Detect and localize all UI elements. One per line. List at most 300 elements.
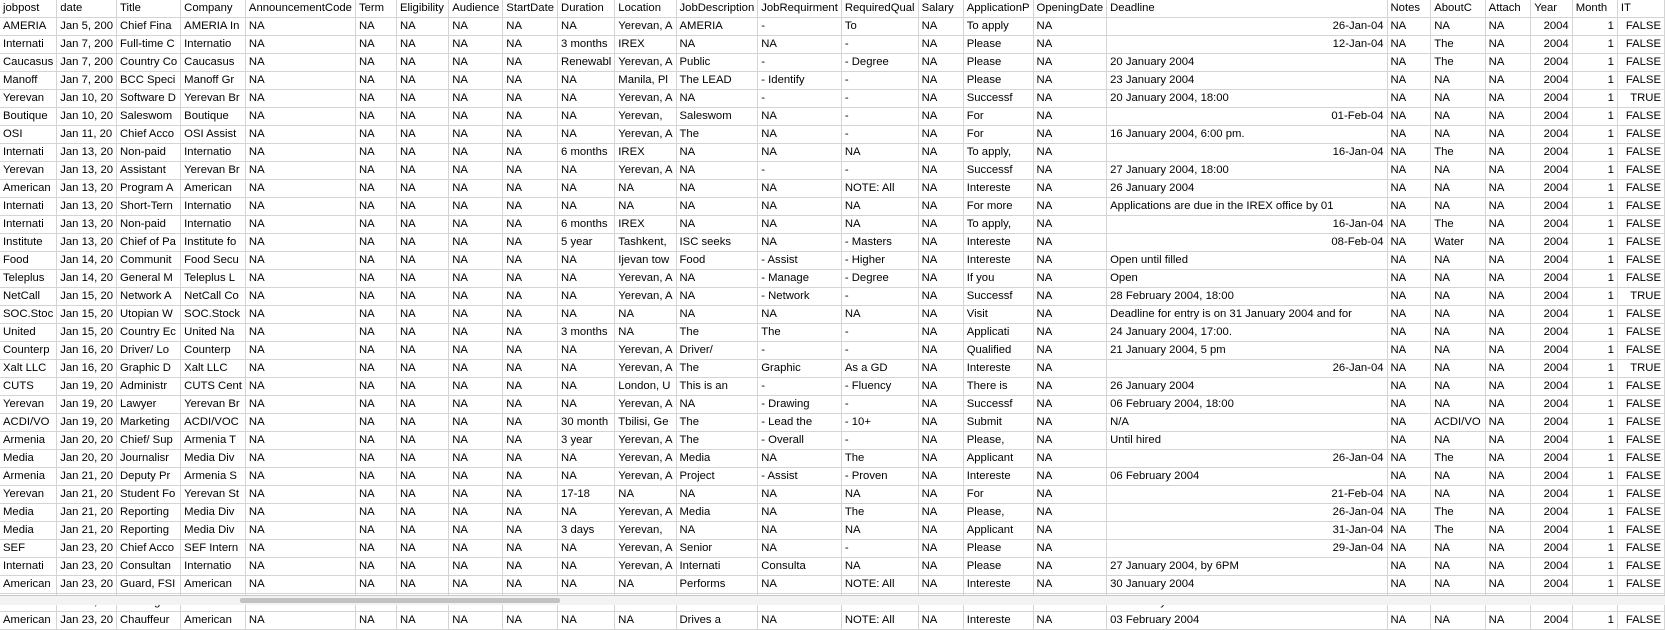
table-cell[interactable]: NA [1033, 360, 1107, 378]
table-cell[interactable]: NA [449, 162, 503, 180]
table-cell[interactable]: NA [449, 306, 503, 324]
table-cell[interactable]: NA [245, 288, 355, 306]
table-cell[interactable]: NA [355, 612, 396, 630]
table-cell[interactable]: 1 [1572, 288, 1617, 306]
table-cell[interactable]: Senior [676, 540, 758, 558]
header-cell[interactable]: Title [117, 0, 181, 18]
table-cell[interactable]: Short-Tern [117, 198, 181, 216]
table-cell[interactable]: - [841, 540, 918, 558]
table-cell[interactable]: Chief Fina [117, 18, 181, 36]
table-cell[interactable]: NA [245, 216, 355, 234]
table-cell[interactable]: NA [1033, 108, 1107, 126]
table-cell[interactable]: NA [397, 36, 449, 54]
table-cell[interactable]: 2004 [1531, 414, 1572, 432]
table-cell[interactable]: Internati [0, 216, 57, 234]
table-cell[interactable]: Tashkent, [615, 234, 676, 252]
table-cell[interactable]: NA [397, 270, 449, 288]
table-cell[interactable]: NA [1485, 486, 1531, 504]
table-cell[interactable]: Internatio [181, 144, 246, 162]
table-cell[interactable]: NA [245, 414, 355, 432]
table-cell[interactable]: NA [1387, 198, 1431, 216]
table-cell[interactable]: NA [355, 54, 396, 72]
table-cell[interactable]: General M [117, 270, 181, 288]
table-cell[interactable]: NA [841, 144, 918, 162]
table-cell[interactable]: NA [758, 198, 842, 216]
table-cell[interactable]: Counterp [0, 342, 57, 360]
table-cell[interactable]: NA [397, 540, 449, 558]
table-cell[interactable]: - [758, 342, 842, 360]
table-cell[interactable]: Applicant [963, 522, 1033, 540]
table-cell[interactable]: NA [503, 324, 558, 342]
table-cell[interactable]: NA [449, 450, 503, 468]
table-cell[interactable]: Caucasus [0, 54, 57, 72]
table-cell[interactable]: 6 months [558, 216, 615, 234]
table-cell[interactable]: Program A [117, 180, 181, 198]
table-cell[interactable]: NA [1485, 54, 1531, 72]
table-cell[interactable]: SOC.Stock [181, 306, 246, 324]
table-cell[interactable]: Yerevan [0, 162, 57, 180]
table-cell[interactable]: NA [1431, 360, 1485, 378]
table-cell[interactable]: For [963, 486, 1033, 504]
table-cell[interactable]: NA [1485, 288, 1531, 306]
table-cell[interactable]: NA [1387, 576, 1431, 594]
table-cell[interactable]: Food [676, 252, 758, 270]
table-cell[interactable]: FALSE [1617, 486, 1664, 504]
table-cell[interactable]: American [181, 612, 246, 630]
table-cell[interactable]: Internati [0, 558, 57, 576]
table-cell[interactable]: Jan 21, 20 [57, 486, 117, 504]
table-cell[interactable]: NA [449, 360, 503, 378]
table-cell[interactable]: 16 January 2004, 6:00 pm. [1107, 126, 1387, 144]
table-cell[interactable]: NA [449, 540, 503, 558]
table-cell[interactable]: NA [1485, 540, 1531, 558]
table-cell[interactable]: Performs [676, 576, 758, 594]
table-cell[interactable]: Yerevan [0, 486, 57, 504]
table-cell[interactable]: Jan 7, 200 [57, 54, 117, 72]
header-cell[interactable]: AnnouncementCode [245, 0, 355, 18]
table-cell[interactable]: NA [1431, 270, 1485, 288]
table-cell[interactable]: NA [355, 270, 396, 288]
table-cell[interactable]: Media [0, 522, 57, 540]
table-cell[interactable]: NA [1485, 576, 1531, 594]
table-cell[interactable]: NA [449, 468, 503, 486]
table-cell[interactable]: NA [355, 576, 396, 594]
table-cell[interactable]: To apply, [963, 216, 1033, 234]
table-cell[interactable]: FALSE [1617, 72, 1664, 90]
table-cell[interactable]: NA [918, 180, 963, 198]
header-cell[interactable]: OpeningDate [1033, 0, 1107, 18]
table-cell[interactable]: The [676, 126, 758, 144]
table-cell[interactable]: To [841, 18, 918, 36]
table-cell[interactable]: NA [918, 252, 963, 270]
table-cell[interactable]: NA [558, 288, 615, 306]
table-cell[interactable]: To apply [963, 18, 1033, 36]
table-cell[interactable]: NA [449, 216, 503, 234]
table-cell[interactable]: NA [397, 252, 449, 270]
table-cell[interactable]: Counterp [181, 342, 246, 360]
table-cell[interactable]: Country Co [117, 54, 181, 72]
table-cell[interactable]: NA [918, 378, 963, 396]
table-cell[interactable]: NA [1431, 162, 1485, 180]
table-cell[interactable]: NA [1485, 162, 1531, 180]
table-cell[interactable]: Yerevan, A [615, 504, 676, 522]
table-cell[interactable]: - Masters [841, 234, 918, 252]
table-cell[interactable]: - [841, 36, 918, 54]
table-cell[interactable]: NA [245, 396, 355, 414]
table-cell[interactable]: NA [355, 432, 396, 450]
table-cell[interactable]: 26 January 2004 [1107, 378, 1387, 396]
table-cell[interactable]: Yerevan St [181, 486, 246, 504]
table-cell[interactable]: NA [397, 504, 449, 522]
table-cell[interactable]: NA [676, 216, 758, 234]
table-cell[interactable]: Institute fo [181, 234, 246, 252]
table-cell[interactable]: Successf [963, 90, 1033, 108]
table-cell[interactable]: ACDI/VO [0, 414, 57, 432]
table-cell[interactable]: NA [245, 108, 355, 126]
table-cell[interactable]: - [841, 162, 918, 180]
table-cell[interactable]: Jan 23, 20 [57, 540, 117, 558]
table-cell[interactable]: FALSE [1617, 504, 1664, 522]
table-cell[interactable]: FALSE [1617, 18, 1664, 36]
table-cell[interactable]: NA [503, 450, 558, 468]
table-cell[interactable]: 1 [1572, 414, 1617, 432]
table-cell[interactable]: NA [1485, 396, 1531, 414]
table-cell[interactable]: NA [841, 216, 918, 234]
table-cell[interactable]: NA [245, 270, 355, 288]
table-cell[interactable]: NA [397, 18, 449, 36]
table-cell[interactable]: NA [397, 144, 449, 162]
table-cell[interactable]: - [841, 432, 918, 450]
table-cell[interactable]: Deadline for entry is on 31 January 2004 and for [1107, 306, 1387, 324]
table-cell[interactable]: Driver/ [676, 342, 758, 360]
table-cell[interactable]: Internati [0, 36, 57, 54]
table-cell[interactable]: NA [397, 324, 449, 342]
table-cell[interactable]: NA [503, 306, 558, 324]
table-cell[interactable]: NA [1033, 90, 1107, 108]
header-cell[interactable]: JobRequirment [758, 0, 842, 18]
table-cell[interactable]: NA [449, 288, 503, 306]
table-cell[interactable]: NA [245, 432, 355, 450]
table-cell[interactable]: 1 [1572, 486, 1617, 504]
table-cell[interactable]: NA [558, 558, 615, 576]
table-cell[interactable]: 2004 [1531, 432, 1572, 450]
table-cell[interactable]: Manila, Pl [615, 72, 676, 90]
table-cell[interactable]: NA [397, 180, 449, 198]
table-cell[interactable]: Jan 20, 20 [57, 432, 117, 450]
table-cell[interactable]: NA [676, 90, 758, 108]
table-cell[interactable]: 16-Jan-04 [1107, 144, 1387, 162]
table-cell[interactable]: NA [1033, 216, 1107, 234]
header-cell[interactable]: jobpost [0, 0, 57, 18]
table-cell[interactable]: - Assist [758, 468, 842, 486]
table-cell[interactable]: NA [558, 270, 615, 288]
table-cell[interactable]: NA [1431, 540, 1485, 558]
table-cell[interactable]: 2004 [1531, 396, 1572, 414]
table-cell[interactable]: OSI [0, 126, 57, 144]
table-cell[interactable]: FALSE [1617, 576, 1664, 594]
table-cell[interactable]: NA [397, 72, 449, 90]
table-cell[interactable]: NA [1431, 306, 1485, 324]
header-cell[interactable]: Attach [1485, 0, 1531, 18]
table-cell[interactable]: 2004 [1531, 612, 1572, 630]
table-cell[interactable]: NA [918, 522, 963, 540]
table-cell[interactable]: Jan 5, 200 [57, 18, 117, 36]
table-cell[interactable]: NA [1485, 90, 1531, 108]
table-cell[interactable]: NA [758, 234, 842, 252]
table-cell[interactable]: NA [355, 540, 396, 558]
table-cell[interactable]: The [1431, 36, 1485, 54]
table-cell[interactable]: NA [503, 216, 558, 234]
table-cell[interactable]: 06 February 2004 [1107, 468, 1387, 486]
table-cell[interactable]: American [0, 180, 57, 198]
table-cell[interactable]: United Na [181, 324, 246, 342]
table-cell[interactable]: FALSE [1617, 324, 1664, 342]
table-cell[interactable]: If you [963, 270, 1033, 288]
table-cell[interactable]: NA [1387, 378, 1431, 396]
header-cell[interactable]: Notes [1387, 0, 1431, 18]
table-cell[interactable]: 1 [1572, 126, 1617, 144]
table-cell[interactable]: NA [503, 18, 558, 36]
table-cell[interactable]: To apply, [963, 144, 1033, 162]
table-cell[interactable]: Consulta [758, 558, 842, 576]
table-cell[interactable]: Teleplus [0, 270, 57, 288]
header-cell[interactable]: Year [1531, 0, 1572, 18]
table-cell[interactable]: NA [355, 108, 396, 126]
table-cell[interactable]: United [0, 324, 57, 342]
table-cell[interactable]: American [181, 576, 246, 594]
table-cell[interactable]: NA [1485, 378, 1531, 396]
table-cell[interactable]: NA [1485, 18, 1531, 36]
table-cell[interactable]: NA [1033, 396, 1107, 414]
table-cell[interactable]: Administr [117, 378, 181, 396]
table-cell[interactable]: NA [1033, 306, 1107, 324]
table-cell[interactable]: NA [918, 324, 963, 342]
table-cell[interactable]: Marketing [117, 414, 181, 432]
header-cell[interactable]: date [57, 0, 117, 18]
table-cell[interactable]: NA [503, 432, 558, 450]
table-cell[interactable]: NA [918, 504, 963, 522]
table-cell[interactable]: Jan 10, 20 [57, 108, 117, 126]
table-cell[interactable]: NA [449, 324, 503, 342]
table-cell[interactable]: - Degree [841, 270, 918, 288]
table-cell[interactable]: NA [615, 576, 676, 594]
table-cell[interactable]: NA [1033, 54, 1107, 72]
table-cell[interactable]: Ijevan tow [615, 252, 676, 270]
table-cell[interactable]: Deputy Pr [117, 468, 181, 486]
table-cell[interactable]: 1 [1572, 270, 1617, 288]
table-cell[interactable]: 2004 [1531, 558, 1572, 576]
table-cell[interactable]: NA [1387, 432, 1431, 450]
table-cell[interactable]: NA [1485, 198, 1531, 216]
table-cell[interactable]: NA [558, 72, 615, 90]
table-cell[interactable]: NA [1033, 450, 1107, 468]
table-cell[interactable]: SOC.Stoc [0, 306, 57, 324]
table-cell[interactable]: NA [449, 378, 503, 396]
table-cell[interactable]: NA [758, 504, 842, 522]
table-cell[interactable]: - [758, 378, 842, 396]
table-cell[interactable]: NA [503, 162, 558, 180]
table-cell[interactable]: Communit [117, 252, 181, 270]
table-cell[interactable]: Jan 21, 20 [57, 468, 117, 486]
table-cell[interactable]: 1 [1572, 234, 1617, 252]
table-cell[interactable]: IREX [615, 36, 676, 54]
table-cell[interactable]: NA [1387, 270, 1431, 288]
table-cell[interactable]: NA [1431, 324, 1485, 342]
table-cell[interactable]: NA [355, 180, 396, 198]
table-cell[interactable]: NA [397, 486, 449, 504]
table-cell[interactable]: NA [1485, 414, 1531, 432]
header-cell[interactable]: JobDescription [676, 0, 758, 18]
table-cell[interactable]: CUTS Cent [181, 378, 246, 396]
table-cell[interactable]: NA [397, 306, 449, 324]
table-cell[interactable]: AMERIA In [181, 18, 246, 36]
table-cell[interactable]: Journalisr [117, 450, 181, 468]
table-cell[interactable]: Yerevan, A [615, 162, 676, 180]
table-cell[interactable]: As a GD [841, 360, 918, 378]
table-cell[interactable]: NA [503, 36, 558, 54]
table-cell[interactable]: NA [355, 252, 396, 270]
table-cell[interactable]: NA [355, 90, 396, 108]
table-cell[interactable]: NA [676, 396, 758, 414]
table-cell[interactable]: 03 February 2004 [1107, 612, 1387, 630]
table-cell[interactable]: NA [1387, 504, 1431, 522]
table-cell[interactable]: 1 [1572, 18, 1617, 36]
table-cell[interactable]: 2004 [1531, 216, 1572, 234]
table-cell[interactable]: NA [355, 306, 396, 324]
table-cell[interactable]: NA [558, 162, 615, 180]
table-cell[interactable]: FALSE [1617, 198, 1664, 216]
table-cell[interactable]: NA [1387, 72, 1431, 90]
table-cell[interactable]: NA [676, 180, 758, 198]
table-cell[interactable]: Please [963, 558, 1033, 576]
table-cell[interactable]: NA [397, 450, 449, 468]
table-cell[interactable]: NA [1431, 486, 1485, 504]
table-cell[interactable]: 2004 [1531, 180, 1572, 198]
table-cell[interactable]: NA [1387, 234, 1431, 252]
table-cell[interactable]: Media [0, 450, 57, 468]
table-cell[interactable]: NA [245, 522, 355, 540]
table-cell[interactable]: Non-paid [117, 216, 181, 234]
table-cell[interactable]: 2004 [1531, 72, 1572, 90]
table-cell[interactable]: Media [0, 504, 57, 522]
table-cell[interactable]: NA [558, 612, 615, 630]
table-cell[interactable]: NA [1033, 378, 1107, 396]
table-cell[interactable]: NA [1033, 288, 1107, 306]
table-cell[interactable]: NA [676, 36, 758, 54]
table-cell[interactable]: NA [1033, 576, 1107, 594]
table-cell[interactable]: 27 January 2004, 18:00 [1107, 162, 1387, 180]
table-cell[interactable]: NA [449, 342, 503, 360]
table-cell[interactable]: NA [1431, 558, 1485, 576]
table-cell[interactable]: NA [449, 414, 503, 432]
table-cell[interactable]: NA [503, 234, 558, 252]
table-cell[interactable]: Jan 14, 20 [57, 252, 117, 270]
table-cell[interactable]: 1 [1572, 216, 1617, 234]
table-cell[interactable]: NA [397, 126, 449, 144]
table-cell[interactable]: 3 months [558, 324, 615, 342]
table-cell[interactable]: NA [245, 234, 355, 252]
table-cell[interactable]: NA [918, 162, 963, 180]
table-cell[interactable]: Jan 19, 20 [57, 414, 117, 432]
table-cell[interactable]: FALSE [1617, 126, 1664, 144]
table-cell[interactable]: 2004 [1531, 252, 1572, 270]
table-cell[interactable]: - Drawing [758, 396, 842, 414]
table-cell[interactable]: NA [245, 306, 355, 324]
table-cell[interactable]: Please [963, 540, 1033, 558]
table-cell[interactable]: Jan 15, 20 [57, 324, 117, 342]
table-cell[interactable]: FALSE [1617, 234, 1664, 252]
table-cell[interactable]: NA [449, 486, 503, 504]
table-cell[interactable]: NA [449, 270, 503, 288]
table-cell[interactable]: NA [1485, 468, 1531, 486]
table-cell[interactable]: NA [355, 342, 396, 360]
table-cell[interactable]: ACDI/VOC [181, 414, 246, 432]
table-cell[interactable]: 1 [1572, 450, 1617, 468]
table-cell[interactable]: Jan 13, 20 [57, 234, 117, 252]
table-cell[interactable]: NA [1387, 126, 1431, 144]
table-cell[interactable]: NA [1431, 72, 1485, 90]
table-cell[interactable]: Yerevan, A [615, 468, 676, 486]
table-cell[interactable]: Intereste [963, 252, 1033, 270]
table-cell[interactable]: NA [918, 396, 963, 414]
table-cell[interactable]: NA [503, 396, 558, 414]
table-cell[interactable]: NA [355, 522, 396, 540]
table-cell[interactable]: 30 January 2004 [1107, 576, 1387, 594]
table-cell[interactable]: NA [1431, 288, 1485, 306]
table-cell[interactable]: NA [918, 90, 963, 108]
table-cell[interactable]: NA [503, 522, 558, 540]
table-cell[interactable]: 1 [1572, 468, 1617, 486]
table-cell[interactable]: NA [558, 468, 615, 486]
table-cell[interactable]: Chief/ Sup [117, 432, 181, 450]
table-cell[interactable]: Yerevan [0, 396, 57, 414]
table-cell[interactable]: Non-paid [117, 144, 181, 162]
table-cell[interactable]: The [841, 504, 918, 522]
table-cell[interactable]: NA [841, 306, 918, 324]
table-cell[interactable]: NA [1387, 144, 1431, 162]
table-cell[interactable]: NA [758, 36, 842, 54]
table-cell[interactable]: NA [449, 198, 503, 216]
table-cell[interactable]: 29-Jan-04 [1107, 540, 1387, 558]
table-cell[interactable]: FALSE [1617, 54, 1664, 72]
table-cell[interactable]: Media [676, 450, 758, 468]
table-cell[interactable]: NA [1431, 126, 1485, 144]
table-cell[interactable]: NA [1033, 486, 1107, 504]
table-cell[interactable]: NetCall [0, 288, 57, 306]
table-cell[interactable]: - Network [758, 288, 842, 306]
table-cell[interactable]: 20 January 2004, 18:00 [1107, 90, 1387, 108]
table-cell[interactable]: Project [676, 468, 758, 486]
table-cell[interactable]: NA [503, 360, 558, 378]
table-cell[interactable]: 2004 [1531, 162, 1572, 180]
table-cell[interactable]: Yerevan, A [615, 18, 676, 36]
table-cell[interactable]: NA [558, 306, 615, 324]
table-cell[interactable]: NA [449, 36, 503, 54]
table-cell[interactable]: NA [1033, 414, 1107, 432]
table-cell[interactable]: NA [918, 540, 963, 558]
table-cell[interactable]: NA [397, 198, 449, 216]
table-cell[interactable]: NA [355, 486, 396, 504]
table-cell[interactable]: NA [1033, 198, 1107, 216]
table-cell[interactable]: - [841, 90, 918, 108]
table-cell[interactable]: 1 [1572, 378, 1617, 396]
table-cell[interactable]: NA [1033, 126, 1107, 144]
table-cell[interactable]: NA [1431, 252, 1485, 270]
table-cell[interactable]: 26-Jan-04 [1107, 18, 1387, 36]
table-cell[interactable]: NA [758, 522, 842, 540]
header-cell[interactable]: ApplicationP [963, 0, 1033, 18]
table-cell[interactable]: NA [758, 108, 842, 126]
